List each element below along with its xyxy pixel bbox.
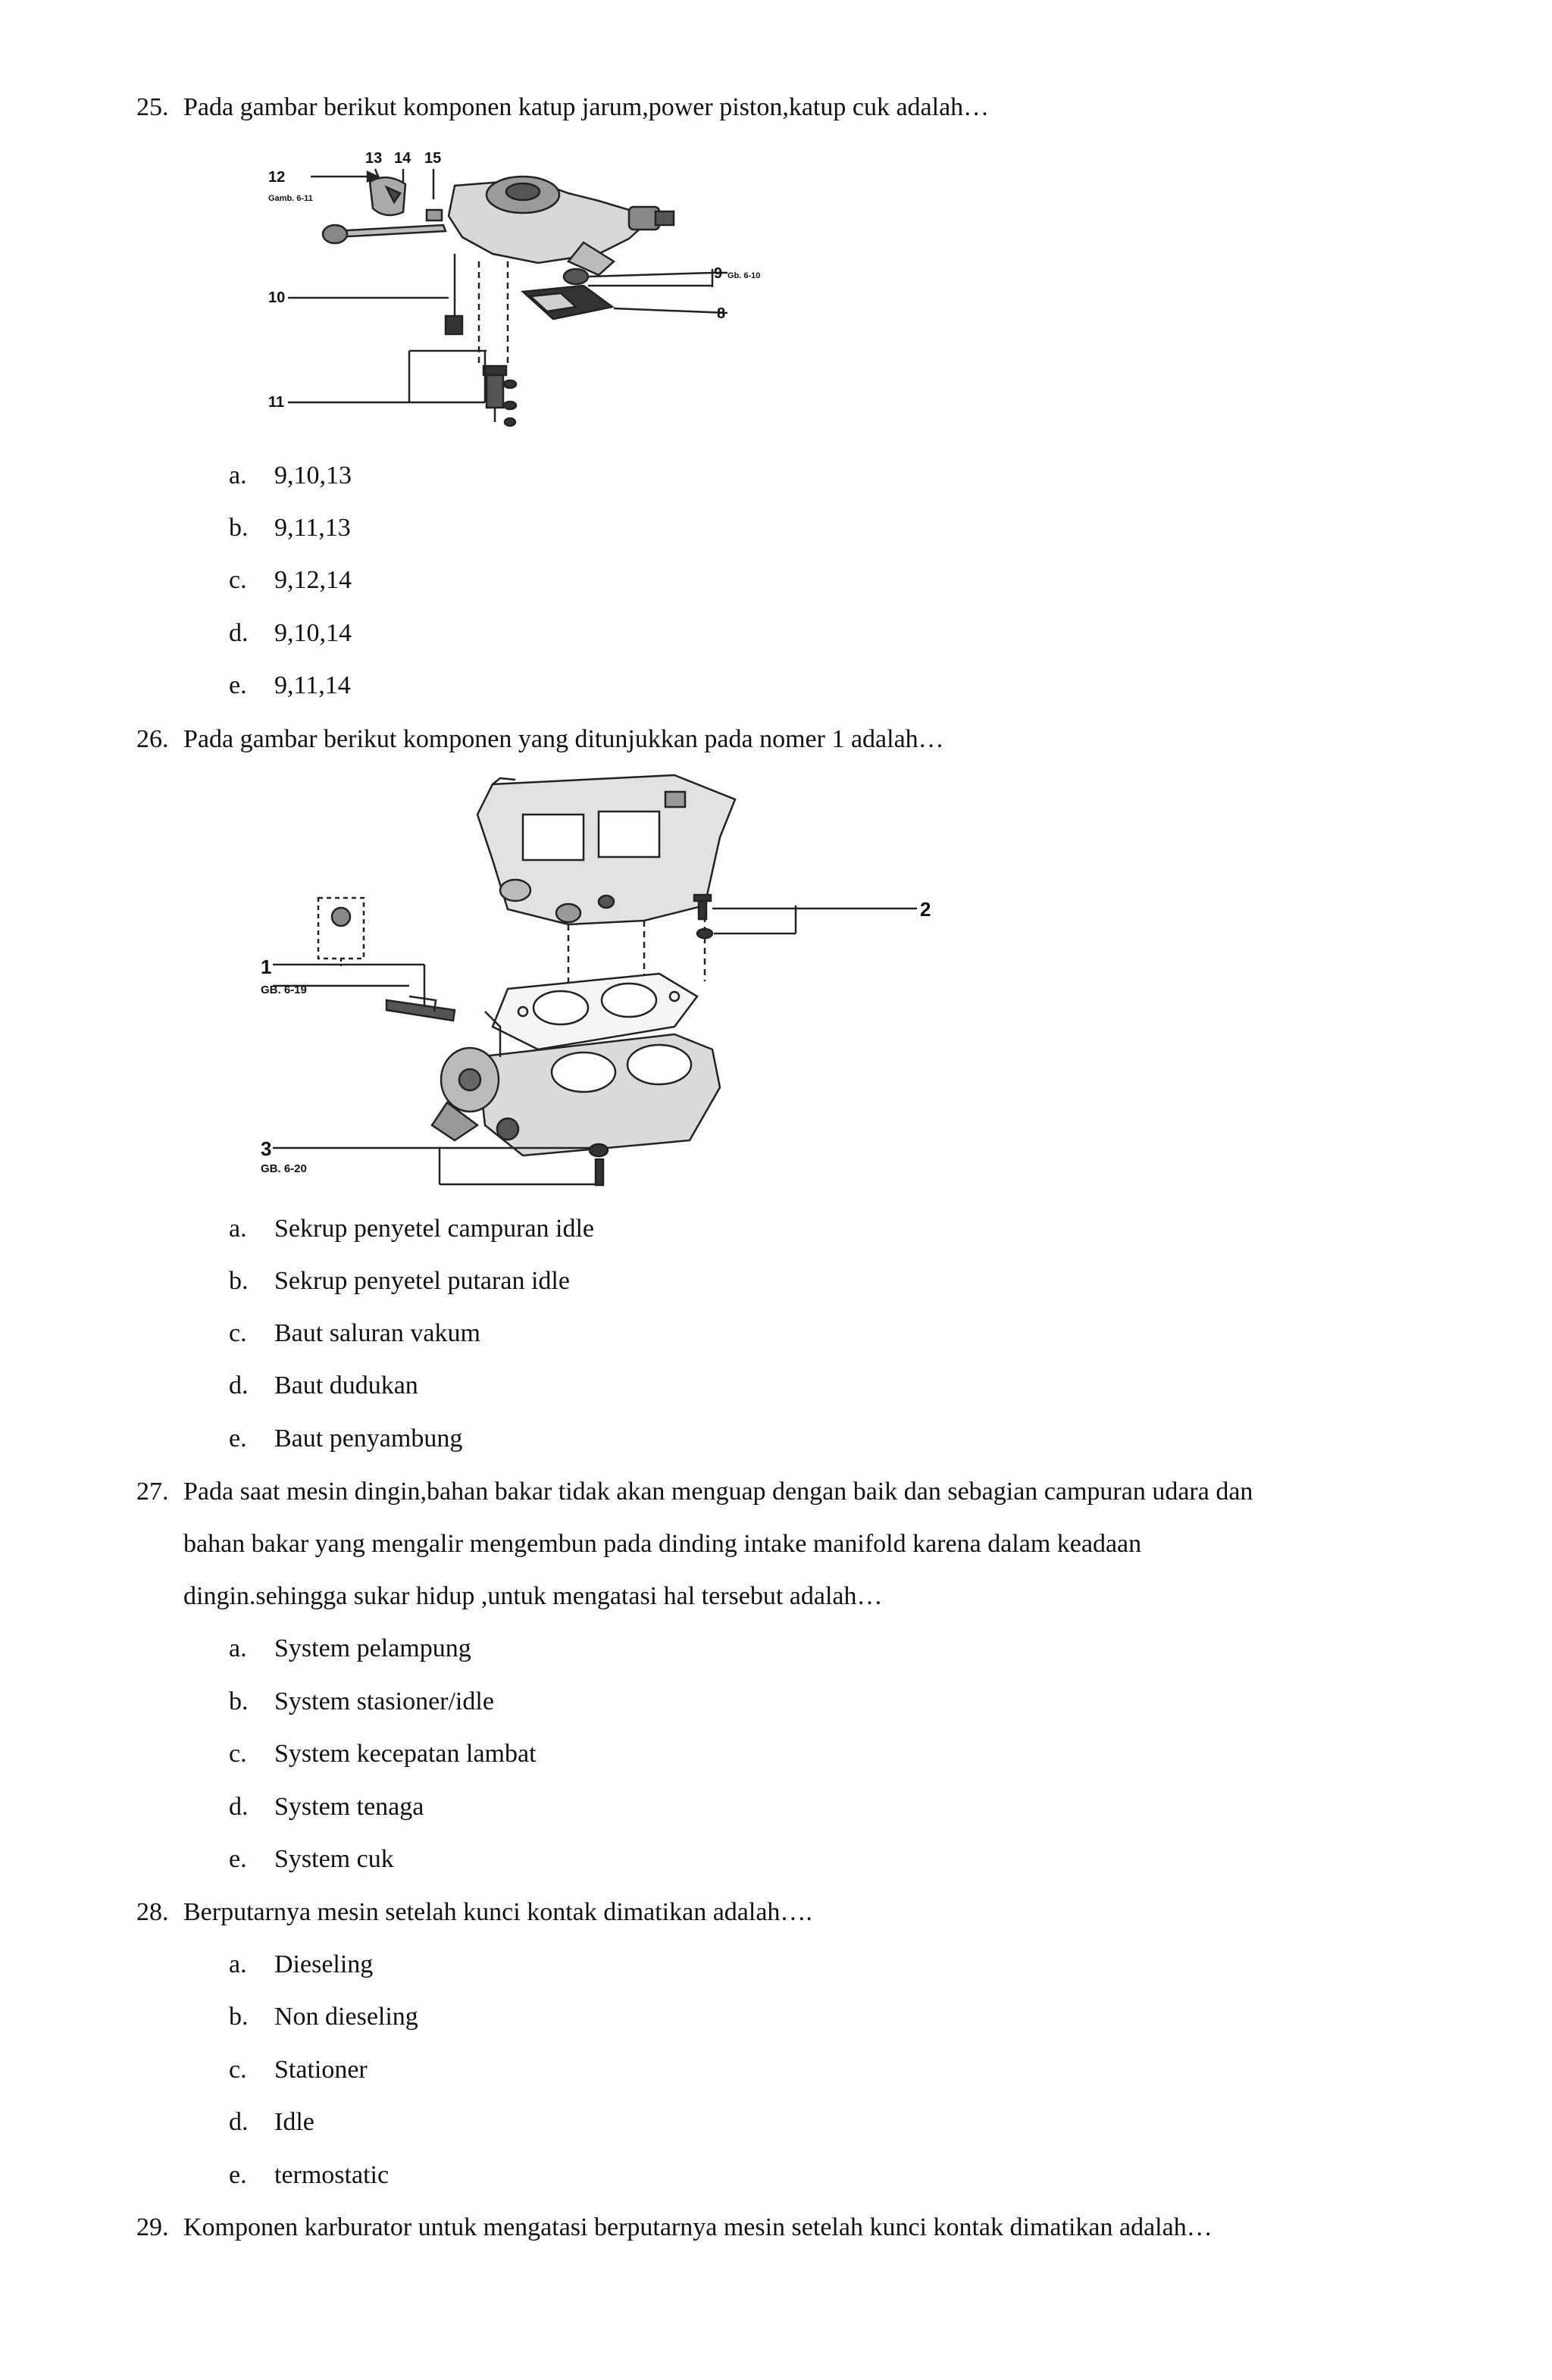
ref-gb-6-19: GB. 6-19 — [261, 984, 307, 996]
question-text-line-1: Pada saat mesin dingin,bahan bakar tidak akan menguap dengan baik dan sebagian campuran udara dan — [183, 1478, 1253, 1506]
question-text-line-2: bahan bakar yang mengalir mengembun pada dinding intake manifold karena dalam keadaan — [183, 1530, 1142, 1558]
option-text: Idle — [274, 2108, 314, 2136]
option-27-e[interactable] — [229, 1844, 394, 1875]
question-number: 26. — [136, 725, 169, 753]
option-letter: b. — [229, 1687, 249, 1715]
question-27 — [136, 1477, 1253, 1507]
question-text-line-3: dingin.sehingga sukar hidup ,untuk mengatasi hal tersebut adalah… — [183, 1582, 883, 1610]
option-26-c[interactable] — [229, 1318, 480, 1349]
question-29 — [136, 2213, 1212, 2243]
option-26-e[interactable] — [229, 1424, 462, 1454]
option-28-d[interactable] — [229, 2107, 314, 2138]
question-number: 28. — [136, 1898, 169, 1926]
question-number: 27. — [136, 1478, 169, 1506]
option-letter: c. — [229, 2056, 247, 2084]
option-letter: d. — [229, 1793, 249, 1821]
question-25 — [136, 92, 989, 123]
option-text: System kecepatan lambat — [274, 1740, 537, 1768]
option-text: Baut dudukan — [274, 1371, 418, 1400]
option-letter: e. — [229, 2161, 247, 2189]
label-2: 2 — [920, 898, 931, 921]
option-25-b[interactable] — [229, 513, 351, 543]
option-27-b[interactable] — [229, 1687, 494, 1717]
option-25-c[interactable] — [229, 565, 352, 596]
ref-gamb-6-11: Gamb. 6-11 — [268, 194, 313, 203]
question-28 — [136, 1897, 812, 1928]
option-28-e[interactable] — [229, 2160, 389, 2191]
option-28-b[interactable] — [229, 2002, 418, 2032]
option-25-a[interactable] — [229, 461, 352, 491]
carburetor-figure-26 — [250, 769, 955, 1190]
option-text: Dieseling — [274, 1950, 374, 1978]
question-text: Berputarnya mesin setelah kunci kontak dimatikan adalah…. — [183, 1898, 812, 1926]
option-text: Sekrup penyetel putaran idle — [274, 1267, 570, 1295]
carburetor-figure-25 — [205, 140, 811, 443]
question-text: Pada gambar berikut komponen yang ditunjukkan pada nomer 1 adalah… — [183, 725, 944, 753]
option-text: Non dieseling — [274, 2003, 418, 2031]
label-10: 10 — [268, 289, 286, 306]
option-letter: d. — [229, 1371, 249, 1400]
option-letter: a. — [229, 1634, 247, 1662]
label-15: 15 — [424, 150, 442, 167]
option-letter: d. — [229, 619, 249, 647]
option-text: 9,10,13 — [274, 461, 352, 489]
label-9: 9 — [714, 265, 723, 282]
option-27-c[interactable] — [229, 1739, 537, 1769]
option-letter: e. — [229, 1425, 247, 1453]
carburetor-exploded-diagram — [205, 140, 811, 443]
option-text: 9,11,13 — [274, 514, 351, 542]
option-text: System cuk — [274, 1845, 394, 1873]
question-text: Komponen karburator untuk mengatasi berputarnya mesin setelah kunci kontak dimatikan adalah… — [183, 2213, 1212, 2241]
option-text: Sekrup penyetel campuran idle — [274, 1215, 595, 1243]
option-letter: e. — [229, 1845, 247, 1873]
label-1: 1 — [261, 955, 272, 978]
question-26 — [136, 724, 944, 755]
option-text: Stationer — [274, 2056, 368, 2084]
option-letter: d. — [229, 2108, 249, 2136]
option-27-d[interactable] — [229, 1792, 424, 1822]
option-25-e[interactable] — [229, 671, 351, 701]
option-letter: b. — [229, 1267, 249, 1295]
label-8: 8 — [717, 305, 726, 322]
option-text: System tenaga — [274, 1793, 424, 1821]
option-letter: b. — [229, 2003, 249, 2031]
option-26-a[interactable] — [229, 1214, 594, 1244]
option-letter: b. — [229, 514, 249, 542]
label-12: 12 — [268, 169, 286, 186]
option-text: Baut saluran vakum — [274, 1319, 480, 1347]
option-26-d[interactable] — [229, 1371, 418, 1401]
option-letter: a. — [229, 1950, 247, 1978]
option-letter: a. — [229, 461, 247, 489]
option-28-c[interactable] — [229, 2055, 368, 2085]
option-27-a[interactable] — [229, 1634, 471, 1664]
label-13: 13 — [365, 150, 383, 167]
label-3: 3 — [261, 1137, 272, 1160]
question-text: Pada gambar berikut komponen katup jarum,power piston,katup cuk adalah… — [183, 93, 990, 121]
ref-gb-6-10: Gb. 6-10 — [728, 271, 761, 280]
carburetor-body-diagram — [250, 769, 955, 1190]
option-text: termostatic — [274, 2161, 390, 2189]
question-number: 25. — [136, 93, 169, 121]
option-letter: c. — [229, 1319, 247, 1347]
option-letter: c. — [229, 566, 247, 594]
option-text: 9,11,14 — [274, 671, 351, 699]
question-number: 29. — [136, 2213, 169, 2241]
option-text: System pelampung — [274, 1634, 471, 1662]
option-letter: e. — [229, 671, 247, 699]
option-text: 9,12,14 — [274, 566, 352, 594]
ref-gb-6-20: GB. 6-20 — [261, 1162, 307, 1175]
option-26-b[interactable] — [229, 1266, 570, 1296]
label-11: 11 — [268, 394, 285, 411]
option-letter: c. — [229, 1740, 247, 1768]
option-letter: a. — [229, 1215, 247, 1243]
option-25-d[interactable] — [229, 618, 352, 649]
option-28-a[interactable] — [229, 1950, 373, 1980]
option-text: System stasioner/idle — [274, 1687, 494, 1715]
option-text: Baut penyambung — [274, 1425, 463, 1453]
label-14: 14 — [394, 150, 411, 167]
option-text: 9,10,14 — [274, 619, 352, 647]
